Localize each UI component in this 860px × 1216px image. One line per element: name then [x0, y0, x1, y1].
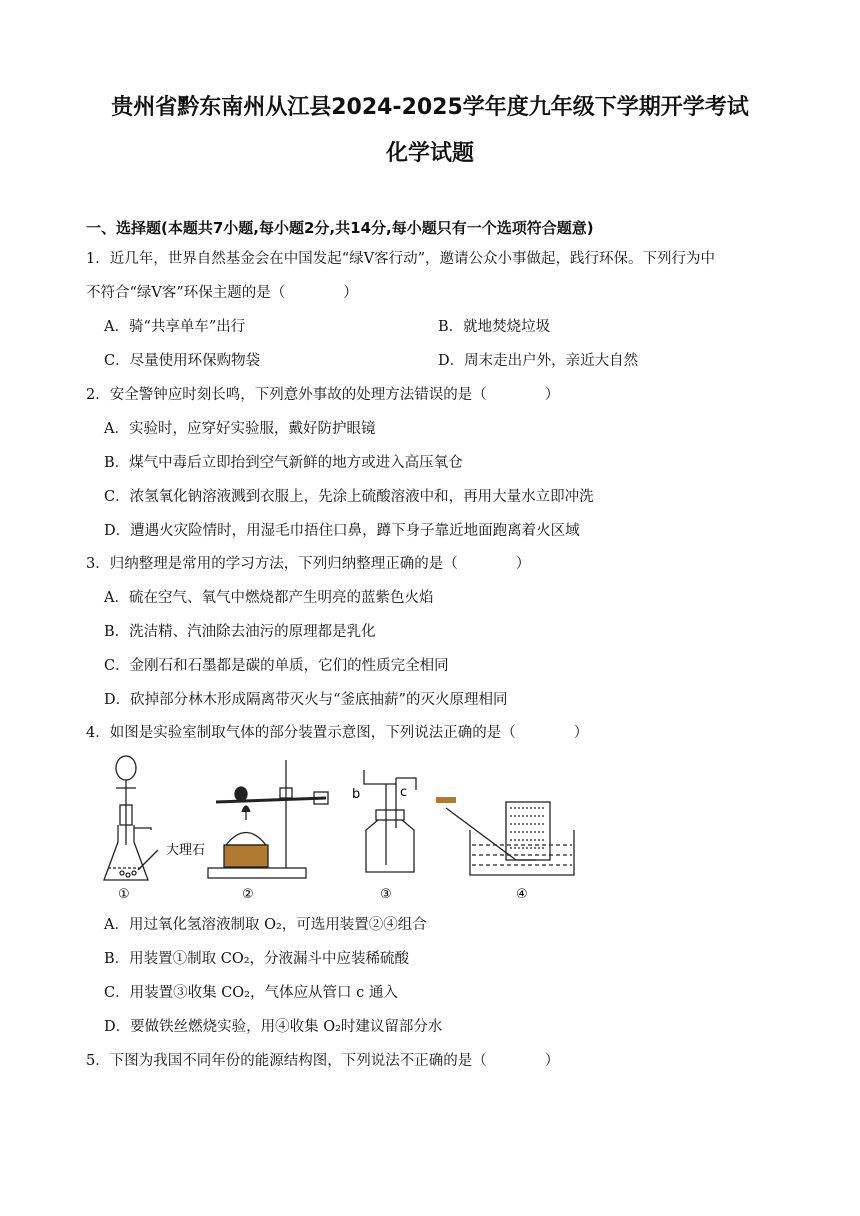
fig-number-3: ③ [380, 887, 392, 902]
q4-option-d: D．要做铁丝燃烧实验，用④收集 O₂时建议留部分水 [104, 1019, 443, 1035]
q2-option-d: D．遭遇火灾险情时，用湿毛巾捂住口鼻，蹲下身子靠近地面跑离着火区域 [104, 523, 580, 539]
q2-option-c: C．浓氢氧化钠溶液溅到衣服上，先涂上硫酸溶液中和，再用大量水立即冲洗 [104, 489, 594, 505]
q2-option-b: B．煤气中毒后立即抬到空气新鲜的地方或进入高压氧仓 [104, 455, 463, 471]
q2-option-a: A．实验时，应穿好实验服，戴好防护眼镜 [104, 421, 376, 437]
fig-number-4: ④ [516, 887, 528, 902]
q1-option-b: B．就地焚烧垃圾 [438, 319, 551, 335]
q5-stem: 5．下图为我国不同年份的能源结构图，下列说法不正确的是（ ） [86, 1053, 560, 1069]
apparatus-3 [364, 770, 416, 872]
fig-number-2: ② [242, 887, 254, 902]
apparatus-4 [436, 800, 574, 875]
q3-option-b: B．洗洁精、汽油除去油污的原理都是乳化 [104, 624, 376, 640]
apparatus-1 [104, 756, 158, 880]
fig-number-1: ① [118, 887, 130, 902]
fig-label-marble: 大理石 [166, 843, 206, 858]
q4-option-c: C．用装置③收集 CO₂，气体应从管口 c 通入 [104, 985, 398, 1001]
apparatus-2 [208, 760, 328, 878]
q1-stem-line1: 1．近几年，世界自然基金会在中国发起“绿V客行动”，邀请公众小事做起，践行环保。下列行为中 [86, 251, 716, 267]
doc-title-line2: 化学试题 [385, 141, 474, 166]
q1-stem-line2: 不符合“绿V客”环保主题的是（ ） [86, 285, 358, 301]
apparatus-figure [96, 750, 576, 905]
section-heading: 一、选择题(本题共7小题,每小题2分,共14分,每小题只有一个选项符合题意) [86, 219, 594, 237]
fig-label-b: b [352, 787, 361, 802]
q3-option-d: D．砍掉部分林木形成隔离带灭火与“釜底抽薪”的灭火原理相同 [104, 692, 508, 708]
q3-option-c: C．金刚石和石墨都是碳的单质，它们的性质完全相同 [104, 658, 449, 674]
q4-stem: 4．如图是实验室制取气体的部分装置示意图，下列说法正确的是（ ） [86, 725, 589, 741]
q3-option-a: A．硫在空气、氧气中燃烧都产生明亮的蓝紫色火焰 [104, 590, 434, 606]
q4-option-a: A．用过氧化氢溶液制取 O₂，可选用装置②④组合 [104, 917, 427, 933]
q3-stem: 3．归纳整理是常用的学习方法，下列归纳整理正确的是（ ） [86, 556, 531, 572]
doc-title-line1: 贵州省黔东南州从江县2024-2025学年度九年级下学期开学考试 [111, 95, 749, 120]
q2-stem: 2．安全警钟应时刻长鸣，下列意外事故的处理方法错误的是（ ） [86, 387, 560, 403]
q1-option-a: A．骑“共享单车”出行 [104, 319, 246, 335]
q1-option-d: D．周末走出户外，亲近大自然 [438, 353, 639, 369]
q1-option-c: C．尽量使用环保购物袋 [104, 353, 261, 369]
fig-label-c: c [400, 785, 408, 800]
q4-option-b: B．用装置①制取 CO₂，分液漏斗中应装稀硫酸 [104, 951, 410, 967]
